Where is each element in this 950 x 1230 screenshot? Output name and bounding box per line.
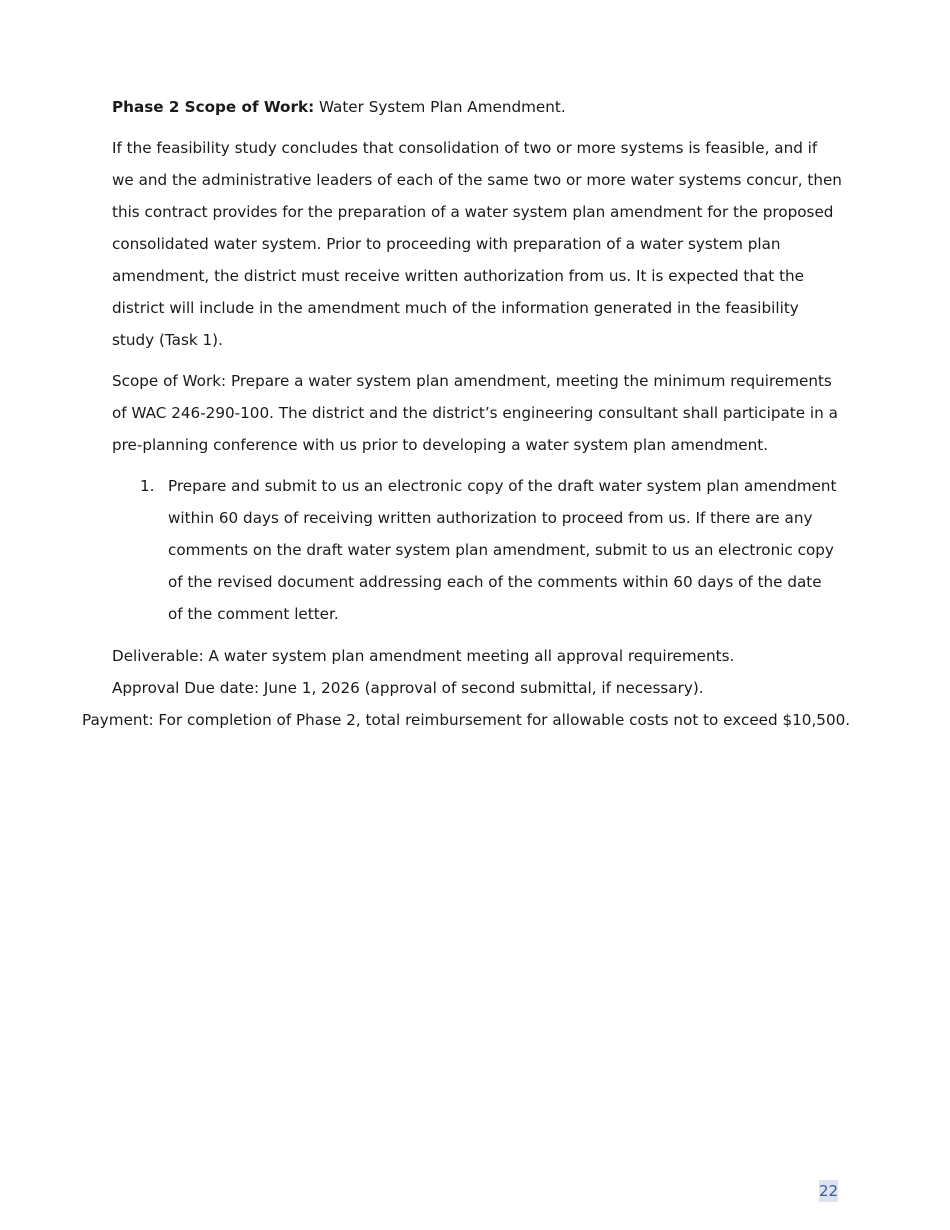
intro-paragraph: If the feasibility study concludes that consolidation of two or more systems is feasible, and if we and the administrative leaders of each of the same two or more water systems concur, then this contract provides for the preparation of a water system plan amendment for the proposed consolidated water system. Prior to proceeding with preparation of a water system plan amendment, the district must receive written authorization from us. It is expected that the district will include in the amendment much of the information generated in the feasibility study (Task 1). bbox=[112, 139, 842, 349]
approval-due-line: Approval Due date: June 1, 2026 (approval of second submittal, if necessary). bbox=[112, 679, 704, 697]
section-heading-label: Phase 2 Scope of Work: bbox=[112, 98, 315, 116]
page-number: 22 bbox=[819, 1182, 839, 1200]
deliverable-line: Deliverable: A water system plan amendment meeting all approval requirements. bbox=[112, 647, 735, 665]
section-heading bbox=[112, 91, 842, 123]
numbered-list bbox=[140, 470, 840, 630]
list-item bbox=[140, 470, 840, 630]
list-item-number: 1. bbox=[140, 477, 155, 495]
section-heading-title: Water System Plan Amendment. bbox=[314, 98, 566, 116]
scope-paragraph: Scope of Work: Prepare a water system plan amendment, meeting the minimum requirements of WAC 246-290-100. The district and the district’s engineering consultant shall participate in a pre-planning conference with us prior to developing a water system plan amendment. bbox=[112, 372, 838, 454]
payment-line: Payment: For completion of Phase 2, total reimbursement for allowable costs not to exceed $10,500. bbox=[82, 711, 851, 729]
list-item-text: Prepare and submit to us an electronic copy of the draft water system plan amendment within 60 days of receiving written authorization to proceed from us. If there are any comments on the draft water system plan amendment, submit to us an electronic copy of the revised document addressing each of the comments within 60 days of the date of the comment letter. bbox=[168, 477, 837, 623]
